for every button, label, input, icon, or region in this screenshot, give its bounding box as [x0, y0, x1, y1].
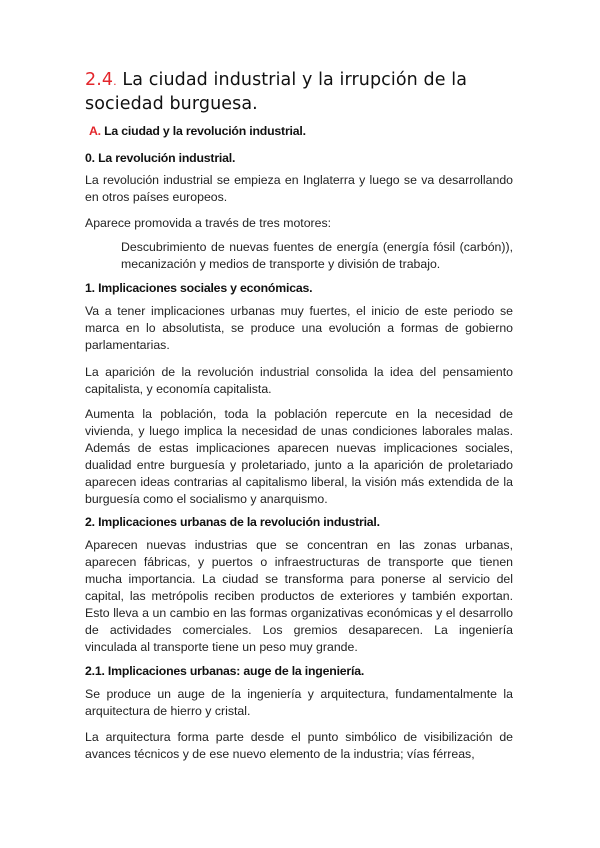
- paragraph: Aparecen nuevas industrias que se concentran en las zonas urbanas, aparecen fábricas, y puertos o infraestructuras de transporte que tienen mucha importancia. La ciudad se transforma para ponerse al servicio del capital, las metrópolis reciben productos de exteriores y también exportan. Esto lleva a un cambio en las formas organizativas económicas y el desarrollo de actividades comerciales. Los gremios desaparecen. La ingeniería vinculada al transporte tiene un peso muy grande.: [85, 538, 513, 654]
- section-a-heading: [89, 124, 306, 139]
- heading-implicaciones-urbanas: 2. Implicaciones urbanas de la revolución industrial.: [85, 515, 380, 529]
- page-title: [85, 69, 525, 115]
- heading-revolucion-industrial: 0. La revolución industrial.: [85, 151, 236, 165]
- title-number: 2.4: [85, 70, 114, 90]
- paragraph: La revolución industrial se empieza en Inglaterra y luego se va desarrollando en otros países europeos.: [85, 173, 513, 204]
- paragraph: La aparición de la revolución industrial consolida la idea del pensamiento capitalista, y economía capitalista.: [85, 365, 513, 396]
- indented-paragraph: Descubrimiento de nuevas fuentes de energía (energía fósil (carbón)), mecanización y medios de transporte y división de trabajo.: [121, 240, 513, 271]
- paragraph: Aparece promovida a través de tres motores:: [85, 216, 332, 230]
- title-text: La ciudad industrial y la irrupción de la sociedad burguesa.: [85, 70, 468, 114]
- heading-implicaciones-sociales: 1. Implicaciones sociales y económicas.: [85, 281, 313, 295]
- paragraph: La arquitectura forma parte desde el punto simbólico de visibilización de avances técnicos y de ese nuevo elemento de la industria; vías férreas,: [85, 730, 513, 761]
- paragraph: Va a tener implicaciones urbanas muy fuertes, el inicio de este periodo se marca en lo absolutista, se produce una evolución a formas de gobierno parlamentarias.: [85, 304, 513, 352]
- title-number-marker-icon: .: [113, 75, 117, 88]
- paragraph: Aumenta la población, toda la población repercute en la necesidad de vivienda, y luego implica la necesidad de unas condiciones laborales malas. Además de estas implicaciones aparecen nuevas implicaciones sociales, dualidad entre burguesía y proletariado, junto a la aparición de proletariado aparecen ideas contrarias al capitalismo liberal, la visión más extendida de la burguesía como el socialismo y anarquismo.: [85, 407, 513, 506]
- section-a-text: La ciudad y la revolución industrial.: [104, 124, 306, 138]
- paragraph: Se produce un auge de la ingeniería y arquitectura, fundamentalmente la arquitectura de hierro y cristal.: [85, 687, 513, 718]
- heading-auge-ingenieria: 2.1. Implicaciones urbanas: auge de la ingeniería.: [85, 664, 365, 678]
- section-a-letter: A.: [89, 124, 101, 138]
